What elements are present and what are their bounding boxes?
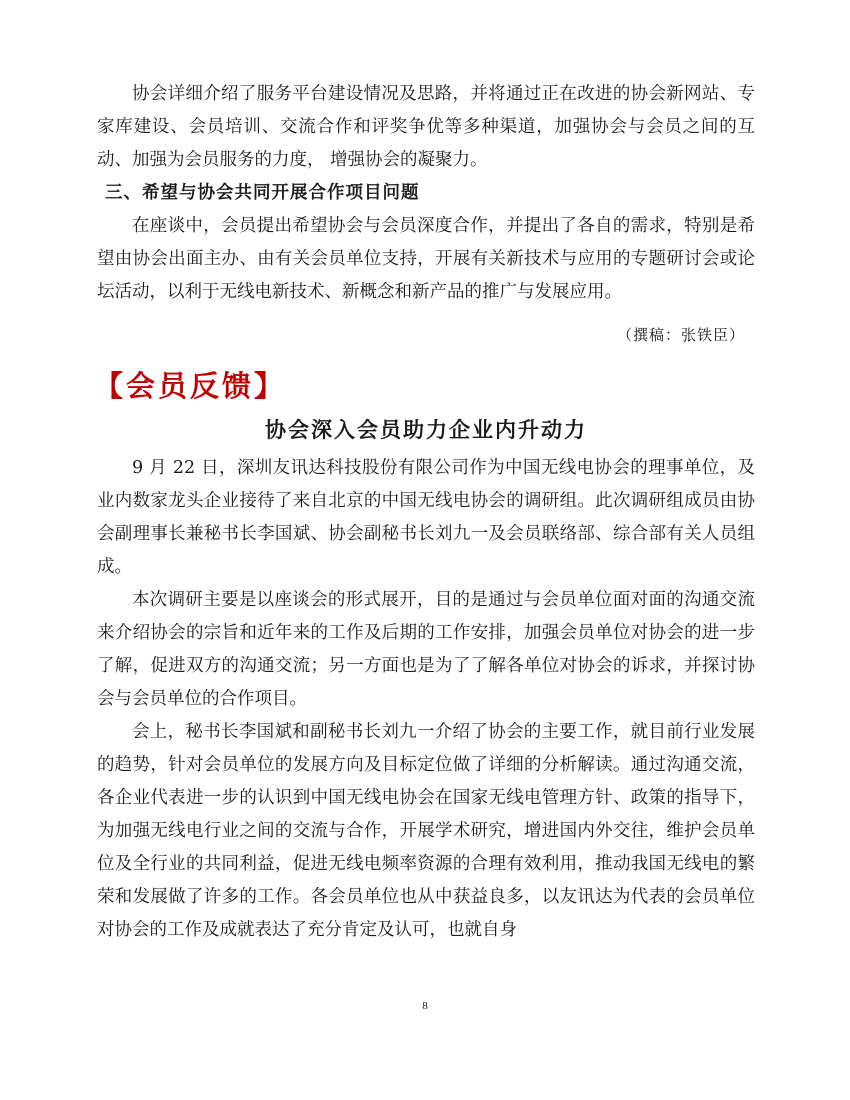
section-tag-member-feedback: 【会员反馈】 <box>94 369 287 403</box>
page-number: 8 <box>422 1000 428 1012</box>
intro-paragraph: 协会详细介绍了服务平台建设情况及思路，并将通过正在改进的协会新网站、专家库建设、会员培训、交流合作和评奖争优等多种渠道，加强协会与会员之间的互动、加强为会员服务的力度， 增强协会的凝聚力。 <box>97 84 755 170</box>
article-paragraph: 会上，秘书长李国斌和副秘书长刘九一介绍了协会的主要工作，就目前行业发展的趋势，针对会员单位的发展方向及目标定位做了详细的分析解读。通过沟通交流，各企业代表进一步的认识到中国无线电协会在国家无线电管理方针、政策的指导下，为加强无线电行业之间的交流与合作，开展学术研究，增进国内外交往，维护会员单位及全行业的共同利益，促进无线电频率资源的合理有效利用，推动我国无线电的繁荣和发展做了许多的工作。各会员单位也从中获益良多，以友讯达为代表的会员单位对协会的工作及成就表达了充分肯定及认可，也就自身 <box>97 722 755 940</box>
byline: （撰稿：张铁臣） <box>616 326 745 344</box>
document-body <box>94 78 755 947</box>
article-paragraph: 9 月 22 日，深圳友讯达科技股份有限公司作为中国无线电协会的理事单位，及业内数家龙头企业接待了来自北京的中国无线电协会的调研组。此次调研组成员由协会副理事长兼秘书长李国斌、协会副秘书长刘九一及会员联络部、综合部有关人员组成。 <box>97 458 755 577</box>
section-heading-cooperation: 三、希望与协会共同开展合作项目问题 <box>105 183 420 203</box>
article-title: 协会深入会员助力企业内升动力 <box>265 418 587 442</box>
article-paragraph: 本次调研主要是以座谈会的形式展开，目的是通过与会员单位面对面的沟通交流来介绍协会的宗旨和近年来的工作及后期的工作安排，加强会员单位对协会的进一步了解，促进双方的沟通交流；另一方面也是为了了解各单位对协会的诉求，并探讨协会与会员单位的合作项目。 <box>97 590 755 709</box>
cooperation-paragraph: 在座谈中，会员提出希望协会与会员深度合作，并提出了各自的需求，特别是希望由协会出面主办、由有关会员单位支持，开展有关新技术与应用的专题研讨会或论坛活动，以利于无线电新技术、新概念和新产品的推广与发展应用。 <box>97 216 755 302</box>
